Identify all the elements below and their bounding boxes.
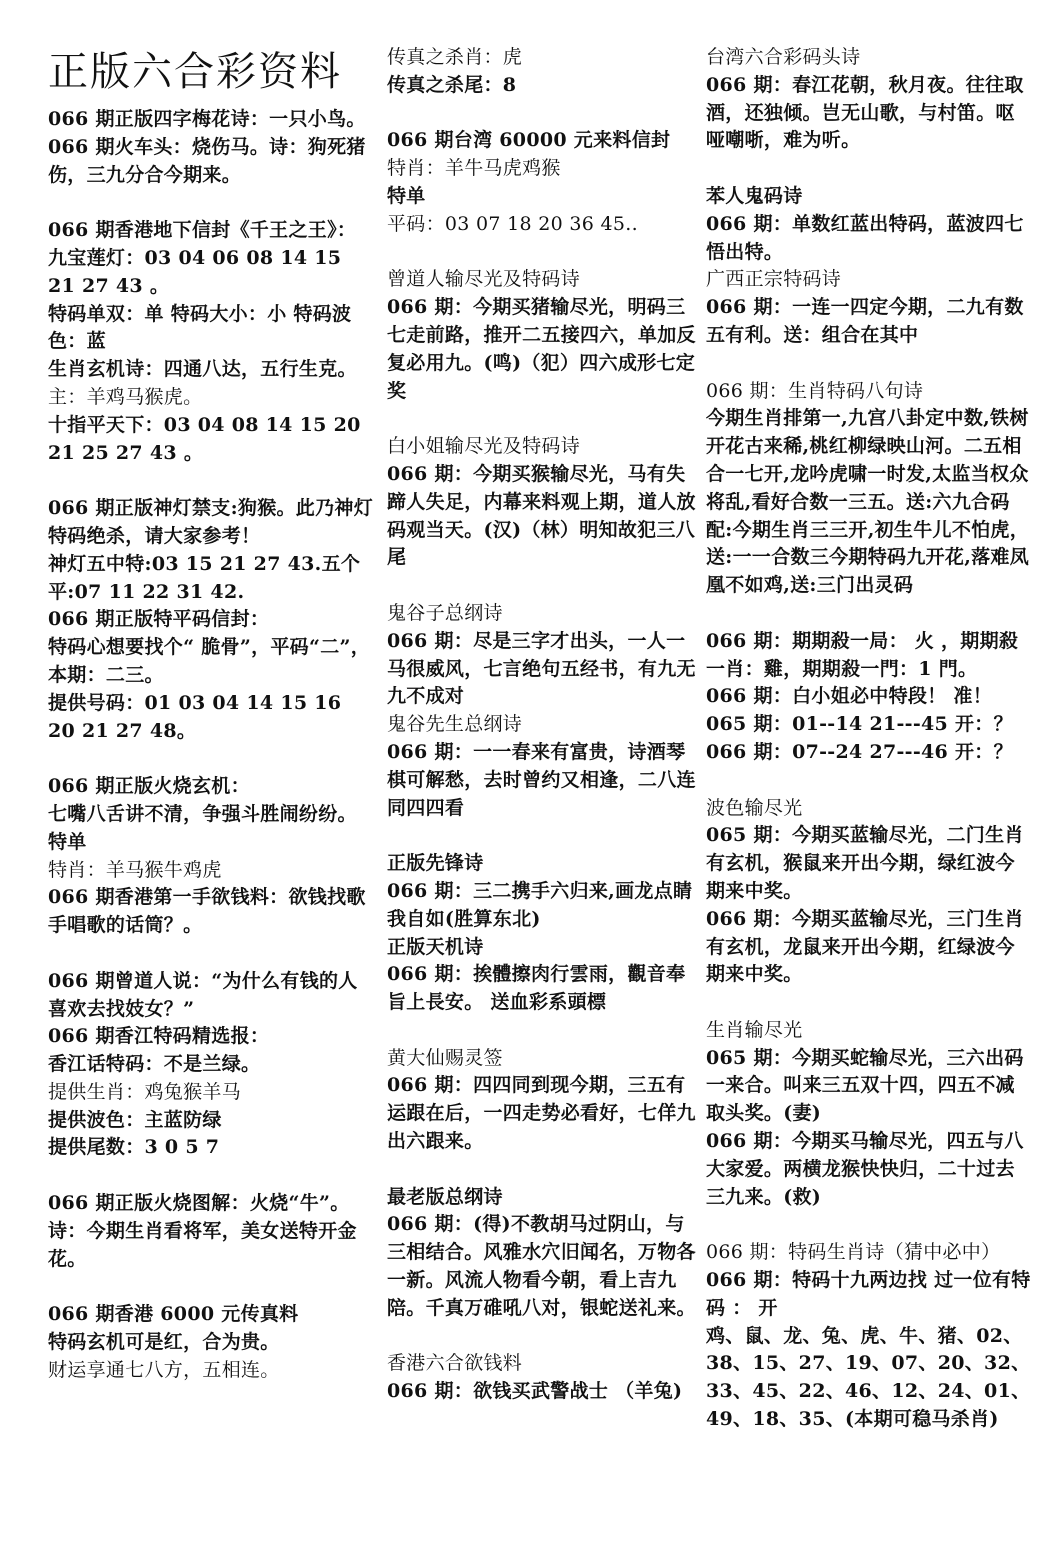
text-line: 066 期：四四同到现今期，三五有运跟在后，一四走势必看好，七佯九出六跟来。 (387, 1074, 696, 1153)
text-line: 066 期：挨體擦肉行雲雨，觀音奉旨上長安。 送血彩系頭標 (387, 963, 686, 1014)
column-right-body (706, 44, 1034, 1434)
text-line: 066 期正版火烧图解：火烧“牛”。诗：今期生肖看将军，美女送特开金花。 (48, 1192, 357, 1270)
text-line: 鬼谷先生总纲诗 (387, 713, 523, 736)
text-line: 065 期：今期买蛇输尽光，三六出码一来合。叫来三五双十四，四五不减取头奖。(妻) (706, 1046, 1024, 1125)
text-line: 066 期：一一春来有富贵，诗酒琴棋可解愁，去时曾约又相逢，二八连同四四看 (387, 740, 696, 819)
text-line: 066 期：一连一四定今期，二九有数五有利。送：组合在其中 (706, 296, 1024, 346)
section-gap (48, 467, 374, 495)
text-line: 鬼谷子总纲诗 (387, 601, 503, 624)
text-line: 066 期：尽是三字才出头，一人一马很威风，七言绝句五经书，有九无九不成对 (387, 629, 696, 708)
text-line: 066 期：今期买马输尽光，四五与八大家爱。两横龙猴快快归，二十过去三九来。(救) (706, 1130, 1024, 1208)
text-line: 鸡、鼠、龙、兔、虎、牛、猪、02、38、15、27、19、07、20、32、33、45、22、46、12、24、01、49、18、35、(本期可稳马杀肖) (706, 1324, 1031, 1431)
text-line: 传真之杀尾：8 (387, 73, 517, 96)
text-line: 066 期：07--24 27---46 开：？ (706, 740, 1013, 763)
text-line: 066 期：(得)不教胡马过阴山，与三相结合。风雅水穴旧闻名，万物各一新。风流人物看今朝，看上吉九陪。千真万碓吼八对，银蛇送礼来。 (387, 1213, 696, 1319)
text-line: 传真之杀肖：虎 (387, 46, 523, 68)
text-line: 065 期：01--14 21---45 开：？ (706, 713, 1013, 736)
text-line: 特码玄机可是红，合为贵。 (48, 1331, 280, 1354)
section-gap (706, 1211, 1034, 1239)
text-line: 提供尾数：3 0 5 7 (48, 1136, 220, 1159)
text-line: 特码单双：单 特码大小：小 特码波色：蓝 (48, 302, 352, 353)
text-line: 提供生肖：鸡兔猴羊马 (48, 1080, 242, 1103)
text-line: 066 期：今期买蓝输尽光，三门生肖有玄机，龙鼠来开出今期，红绿波今期来中奖。 (706, 907, 1024, 986)
text-line: 066 期：特码生肖诗（猜中必中） (706, 1241, 1001, 1264)
text-line: 066 期正版火烧玄机： (48, 775, 250, 798)
text-line: 最老版总纲诗 (387, 1185, 503, 1208)
text-line: 066 期香港第一手欲钱料：欲钱找歌手唱歌的话筒？。 (48, 886, 366, 937)
text-line: 特单 (387, 184, 426, 207)
text-line: 财运享通七八方，五相连。 (48, 1358, 280, 1381)
text-line: 066 期：生肖特码八句诗 (706, 379, 924, 402)
text-line: 香港六合欲钱料 (387, 1352, 523, 1375)
page-title: 正版六合彩资料 (48, 49, 342, 95)
text-line: 提供号码：01 03 04 14 15 16 20 21 27 48。 (48, 691, 342, 742)
column-left-body (48, 106, 374, 1385)
text-line: 特单 (48, 830, 87, 853)
text-line: 特肖：羊马猴牛鸡虎 (48, 858, 222, 881)
text-line: 白小姐输尽光及特码诗 (387, 435, 581, 458)
column-right (706, 44, 1034, 1544)
text-line: 066 期正版四字梅花诗：一只小鸟。 (48, 108, 366, 130)
text-line: 香江话特码：不是兰绿。 (48, 1053, 261, 1076)
text-line: 066 期香江特码精选报： (48, 1025, 270, 1048)
text-line: 066 期：春江花朝，秋月夜。往往取酒，还独倾。岂无山歌，与村笛。呕哑嘲哳，难为听。 (706, 73, 1024, 152)
text-line: 066 期：单数红蓝出特码，蓝波四七悟出特。 (706, 212, 1024, 263)
section-gap (706, 350, 1034, 378)
text-line: 生肖输尽光 (706, 1018, 803, 1041)
text-line: 广西正宗特码诗 (706, 268, 842, 291)
text-line: 066 期：三二携手六归来,画龙点睛我自如(胜算东北) (387, 879, 693, 930)
section-gap (48, 940, 374, 968)
text-line: 今期生肖排第一,九宫八卦定中数,铁树开花古来稀,桃红柳绿映山河。二五相合一七开,龙吟虎啸一时发,太监当权众将乱,看好合数一三五。送:六九合码 配:今期生肖三三开,初生牛儿不怕虎，送:一一合数三今期特码九开花,落难凤凰不如鸡,送:三门出灵码 (706, 407, 1030, 597)
text-line: 066 期香港地下信封《千王之王》： (48, 219, 357, 242)
column-left (48, 44, 374, 1544)
text-line: 066 期正版特平码信封： (48, 608, 270, 631)
text-line: 066 期香港 6000 元传真料 (48, 1303, 299, 1326)
section-gap (706, 767, 1034, 795)
section-gap (387, 1156, 697, 1184)
text-line: 生肖玄机诗：四通八达，五行生克。 (48, 358, 357, 381)
section-gap (48, 189, 374, 217)
section-gap (387, 572, 697, 600)
text-line: 平码：03 07 18 20 36 45.. (387, 212, 638, 235)
section-gap (387, 1017, 697, 1045)
text-line: 066 期：特码十九两边找 过一位有特码 ： 开 (706, 1269, 1031, 1319)
text-line: 十指平天下：03 04 08 14 15 20 21 25 27 43 。 (48, 413, 361, 464)
section-gap (48, 745, 374, 773)
text-line: 066 期：期期殺一局： 火 ，期期殺一肖：雞，期期殺一門：1 門。 (706, 629, 1019, 680)
text-line: 台湾六合彩码头诗 (706, 46, 861, 68)
section-gap (706, 155, 1034, 183)
text-line: 066 期：欲钱买武警战士 （羊兔) (387, 1380, 683, 1403)
section-gap (387, 822, 697, 850)
section-gap (387, 239, 697, 267)
section-gap (48, 1273, 374, 1301)
section-gap (387, 1323, 697, 1351)
text-line: 黄大仙赐灵签 (387, 1046, 503, 1069)
text-line: 066 期台湾 60000 元来料信封 (387, 129, 671, 152)
column-middle-body (387, 44, 697, 1406)
text-line: 九宝莲灯：03 04 06 08 14 15 21 27 43 。 (48, 246, 342, 297)
text-line: 066 期：今期买猪输尽光，明码三七走前路，推开二五接四六，单加反复必用九。(鸣)（犯）四六成形七定奖 (387, 296, 696, 402)
text-line: 曾道人输尽光及特码诗 (387, 268, 581, 291)
text-line: 神灯五中特:03 15 21 27 43.五个平:07 11 22 31 42. (48, 552, 361, 603)
text-line: 七嘴八舌讲不清，争强斗胜闹纷纷。 (48, 802, 357, 825)
text-line: 苯人鬼码诗 (706, 184, 803, 207)
text-line: 066 期曾道人说：“为什么有钱的人喜欢去找妓女？” (48, 969, 358, 1020)
section-gap (706, 600, 1034, 628)
text-line: 正版天机诗 (387, 935, 484, 958)
section-gap (387, 100, 697, 128)
column-middle (387, 44, 697, 1544)
section-gap (48, 1162, 374, 1190)
text-line: 特肖：羊牛马虎鸡猴 (387, 157, 561, 180)
section-gap (706, 989, 1034, 1017)
text-line: 066 期：今期买猴输尽光，马有失蹄人失足，内幕来料观上期，道人放码观当天。(汉)（林）明知故犯三八尾 (387, 462, 696, 569)
text-line: 特码心想要找个“ 脆骨”，平码“二”，本期：二三。 (48, 636, 371, 686)
text-line: 066 期正版神灯禁支:狗猴。此乃神灯特码绝杀，请大家参考！ (48, 497, 373, 547)
text-line: 066 期：白小姐必中特段！ 准！ (706, 685, 992, 708)
text-line: 波色输尽光 (706, 796, 803, 819)
text-line: 提供波色：主蓝防绿 (48, 1108, 222, 1131)
section-gap (387, 405, 697, 433)
text-line: 正版先锋诗 (387, 852, 484, 875)
text-line: 主：羊鸡马猴虎。 (48, 385, 203, 408)
text-line: 065 期：今期买蓝输尽光，二门生肖有玄机，猴鼠来开出今期，绿红波今期来中奖。 (706, 824, 1024, 902)
text-line: 066 期火车头：烧伤马。诗：狗死猪伤，三九分合今期来。 (48, 135, 366, 186)
